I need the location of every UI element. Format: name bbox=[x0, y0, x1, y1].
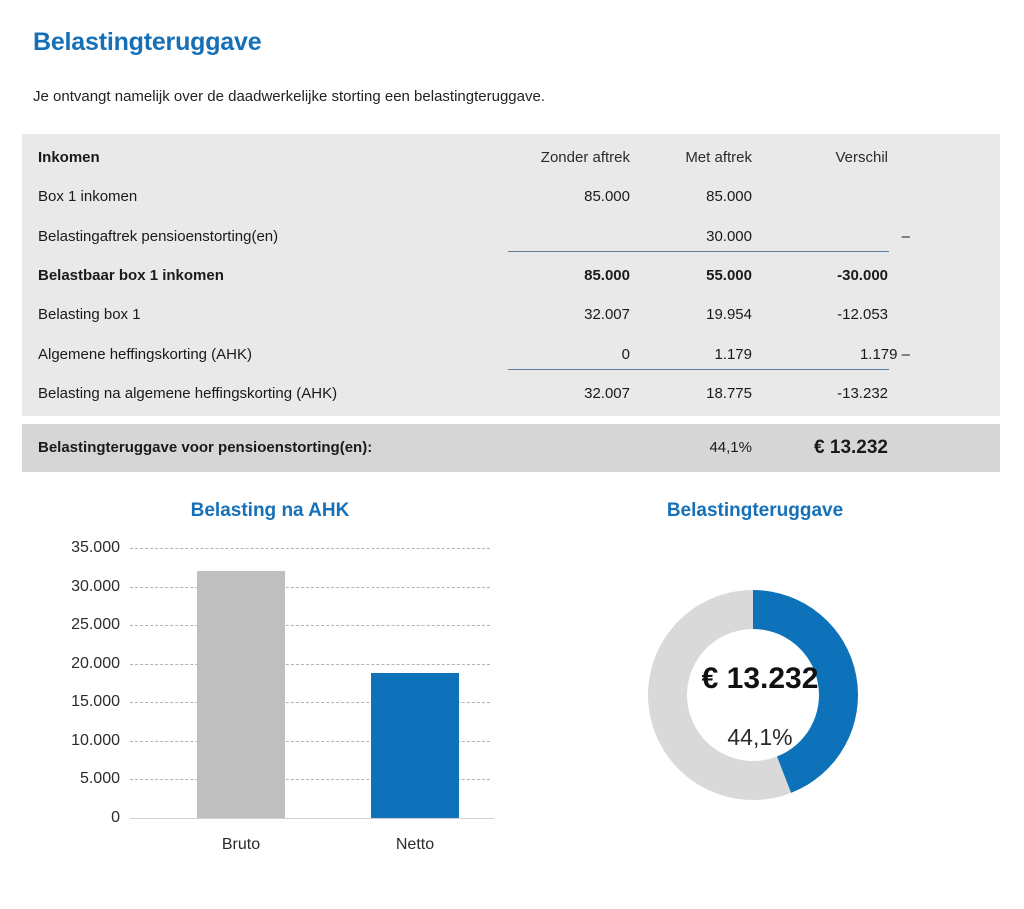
row-label: Belasting na algemene heffingskorting (AHK) bbox=[38, 385, 338, 402]
table-row bbox=[22, 376, 1000, 411]
summary-band bbox=[22, 424, 1000, 472]
cell-zonder-aftrek: 32.007 bbox=[584, 306, 630, 323]
table-row bbox=[22, 337, 1000, 372]
y-axis-tick-label: 10.000 bbox=[71, 731, 120, 749]
x-axis-tick-label: Netto bbox=[395, 836, 435, 853]
intro-paragraph: Je ontvangt namelijk over de daadwerkelijke storting een belastingteruggave. bbox=[33, 88, 545, 105]
gridline bbox=[130, 625, 490, 626]
bar-chart-title: Belasting na AHK bbox=[190, 500, 350, 521]
table-row bbox=[22, 297, 1000, 332]
cell-verschil bbox=[738, 179, 888, 214]
column-header-verschil: Verschil bbox=[835, 149, 888, 166]
row-label: Box 1 inkomen bbox=[38, 188, 138, 205]
gridline bbox=[130, 548, 490, 549]
gridline bbox=[130, 664, 490, 665]
cell-verschil: 1.179 – bbox=[859, 346, 910, 363]
donut-svg bbox=[580, 536, 940, 866]
donut-center-value: € 13.232 bbox=[701, 662, 819, 695]
subtotal-rule-1 bbox=[508, 251, 889, 252]
table-header-row bbox=[22, 140, 1000, 175]
cell-met-aftrek: 18.775 bbox=[706, 385, 752, 402]
page-title: Belastingteruggave bbox=[33, 28, 262, 56]
cell-met-aftrek: 19.954 bbox=[706, 306, 752, 323]
cell-zonder-aftrek: 85.000 bbox=[584, 267, 630, 284]
cell-met-aftrek: 1.179 bbox=[714, 346, 752, 363]
cell-verschil: -30.000 bbox=[837, 267, 888, 284]
donut-chart bbox=[580, 536, 940, 866]
cell-zonder-aftrek: 0 bbox=[621, 346, 630, 363]
y-axis-tick-label: 5.000 bbox=[79, 770, 120, 788]
row-label: Algemene heffingskorting (AHK) bbox=[38, 346, 252, 363]
column-header-zonder-aftrek: Zonder aftrek bbox=[540, 149, 630, 166]
cell-zonder-aftrek: 32.007 bbox=[584, 385, 630, 402]
income-table bbox=[22, 134, 1000, 416]
subtotal-rule-2 bbox=[508, 369, 889, 370]
cell-met-aftrek: 85.000 bbox=[706, 188, 752, 205]
bar-chart bbox=[20, 536, 520, 866]
cell-met-aftrek: 30.000 bbox=[706, 228, 752, 245]
gridline bbox=[130, 587, 490, 588]
row-label: Belastbaar box 1 inkomen bbox=[38, 267, 224, 284]
table-row bbox=[22, 219, 1000, 254]
y-axis-tick-label: 30.000 bbox=[71, 577, 120, 595]
x-axis-tick-label: Bruto bbox=[221, 836, 261, 853]
donut-chart-title: Belastingteruggave bbox=[666, 500, 844, 521]
y-axis-tick-label: 25.000 bbox=[71, 616, 120, 634]
x-axis-line bbox=[130, 818, 494, 819]
column-header-inkomen: Inkomen bbox=[38, 149, 100, 166]
row-label: Belasting box 1 bbox=[38, 306, 141, 323]
summary-label: Belastingteruggave voor pensioenstorting(en): bbox=[38, 439, 373, 456]
y-axis-tick-label: 0 bbox=[111, 809, 120, 826]
table-row bbox=[22, 179, 1000, 214]
cell-met-aftrek: 55.000 bbox=[706, 267, 752, 284]
y-axis-tick-label: 35.000 bbox=[71, 539, 120, 556]
row-label: Belastingaftrek pensioenstorting(en) bbox=[38, 228, 279, 245]
summary-percentage: 44,1% bbox=[709, 439, 752, 456]
summary-amount: € 13.232 bbox=[814, 437, 888, 458]
cell-verschil: -13.232 bbox=[837, 385, 888, 402]
column-header-met-aftrek: Met aftrek bbox=[685, 149, 752, 166]
cell-verschil: -12.053 bbox=[837, 306, 888, 323]
table-row bbox=[22, 258, 1000, 293]
cell-zonder-aftrek: 85.000 bbox=[584, 188, 630, 205]
cell-verschil: – bbox=[901, 228, 910, 245]
bar-netto bbox=[371, 673, 459, 818]
donut-center-percentage: 44,1% bbox=[727, 724, 793, 750]
bar-bruto bbox=[197, 571, 285, 818]
y-axis-tick-label: 15.000 bbox=[71, 693, 120, 711]
y-axis-tick-label: 20.000 bbox=[71, 654, 120, 672]
